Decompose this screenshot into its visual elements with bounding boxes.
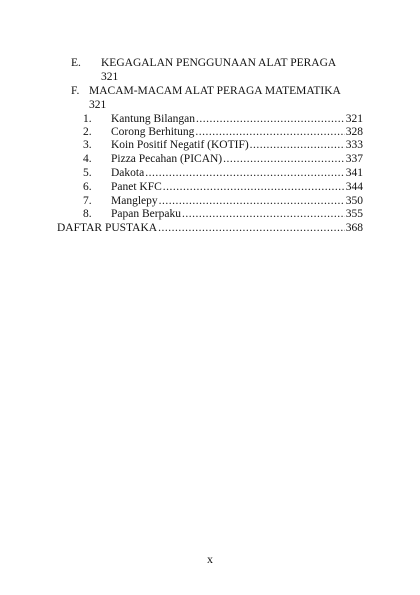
leader-dots xyxy=(223,153,345,166)
toc-item xyxy=(83,113,363,126)
item-title: Dakota xyxy=(111,167,145,179)
item-title: Pizza Pecahan (PICAN) xyxy=(111,153,223,165)
leader-dots xyxy=(250,139,345,152)
section-title: KEGAGALAN PENGGUNAAN ALAT PERAGA xyxy=(101,57,337,69)
item-page-number: 350 xyxy=(345,195,363,207)
item-page-number: 321 xyxy=(345,113,363,125)
section-page-number: 321 xyxy=(101,71,119,83)
item-page-number: 333 xyxy=(345,139,363,151)
toc-item xyxy=(83,153,363,166)
leader-dots xyxy=(196,113,345,126)
leader-dots xyxy=(158,222,345,235)
section-title: MACAM-MACAM ALAT PERAGA MATEMATIKA xyxy=(89,85,341,97)
item-number: 8. xyxy=(83,208,92,220)
item-number: 5. xyxy=(83,167,92,179)
item-number: 1. xyxy=(83,113,92,125)
leader-dots xyxy=(145,167,345,180)
leader-dots xyxy=(159,195,345,208)
bibliography-title: DAFTAR PUSTAKA xyxy=(57,222,158,234)
item-page-number: 355 xyxy=(345,208,363,220)
toc-bibliography xyxy=(57,222,363,235)
item-title: Panet KFC xyxy=(111,181,162,193)
item-title: Manglepy xyxy=(111,195,158,207)
item-number: 6. xyxy=(83,181,92,193)
item-title: Papan Berpaku xyxy=(111,208,181,220)
item-page-number: 337 xyxy=(345,153,363,165)
item-title: Koin Positif Negatif (KOTIF) xyxy=(111,139,249,151)
leader-dots xyxy=(195,126,344,139)
page-footer-number: x xyxy=(207,552,213,566)
toc-item xyxy=(83,167,363,180)
bibliography-page-number: 368 xyxy=(345,222,363,234)
item-page-number: 328 xyxy=(345,126,363,138)
leader-dots xyxy=(163,181,345,194)
toc-item xyxy=(83,126,363,139)
section-letter: F. xyxy=(71,85,80,97)
item-number: 2. xyxy=(83,126,92,138)
toc-item xyxy=(83,195,363,208)
toc-item xyxy=(83,208,363,221)
section-letter: E. xyxy=(71,57,81,69)
toc-item xyxy=(83,139,363,152)
item-page-number: 341 xyxy=(345,167,363,179)
item-number: 7. xyxy=(83,195,92,207)
leader-dots xyxy=(182,208,345,221)
item-title: Corong Berhitung xyxy=(111,126,195,138)
item-page-number: 344 xyxy=(345,181,363,193)
section-page-number: 321 xyxy=(89,99,107,111)
item-title: Kantung Bilangan xyxy=(111,113,195,125)
item-number: 4. xyxy=(83,153,92,165)
toc-item xyxy=(83,181,363,194)
item-number: 3. xyxy=(83,139,92,151)
